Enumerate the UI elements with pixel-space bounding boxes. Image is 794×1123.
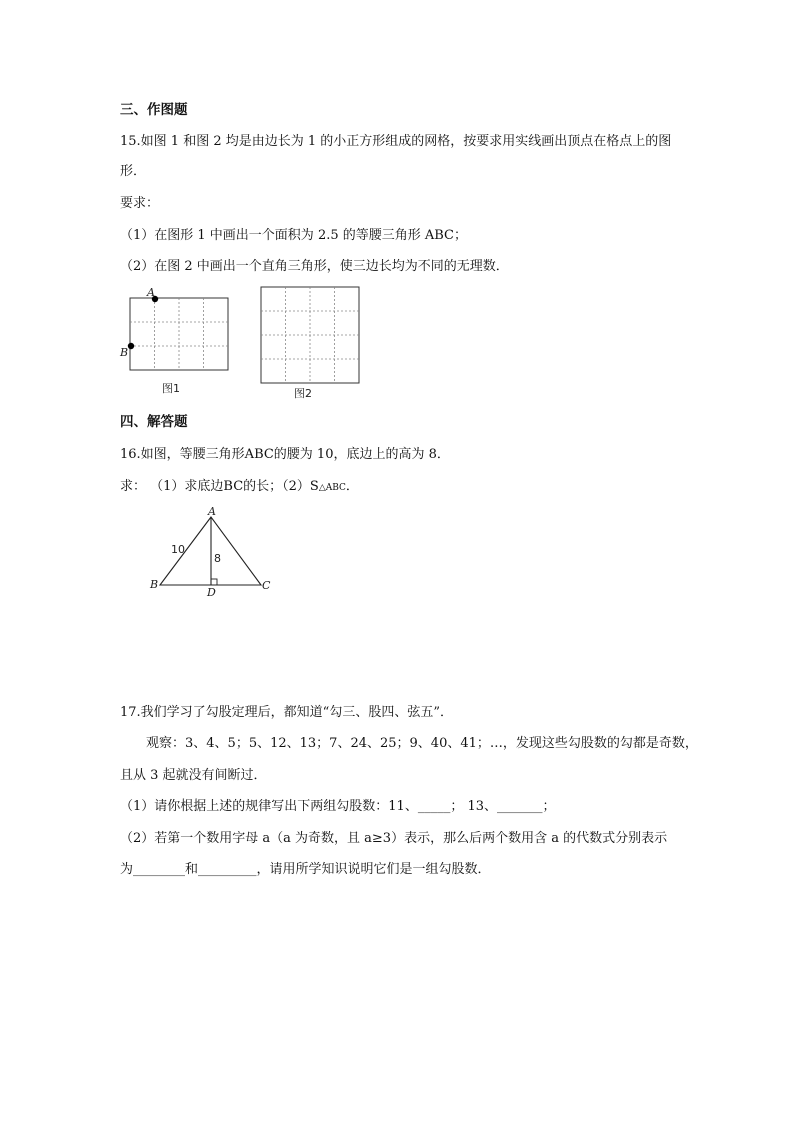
question-15-text-cont: 形． [120, 164, 147, 179]
figure-1-caption: 图1 [162, 382, 180, 395]
triangle-subscript: △ABC [318, 483, 346, 493]
requirement-label: 要求： [120, 196, 160, 211]
figure-2-caption: 图2 [294, 387, 312, 400]
foot-d-label: D [207, 586, 216, 599]
point-b-dot [128, 343, 134, 349]
vertex-b-label: B [150, 578, 159, 591]
point-a-label: A [147, 286, 155, 299]
height-label: 8 [214, 552, 221, 565]
question-17-part-2-cont: 为________和_________，请用所学知识说明它们是一组勾股数． [120, 862, 491, 877]
side-length-label: 10 [171, 543, 185, 556]
question-17-observe-cont: 且从 3 起就没有间断过． [120, 768, 267, 783]
question-16-text: 16.如图，等腰三角形ABC的腰为 10，底边上的高为 8． [120, 447, 450, 462]
question-16-ask-text: 求： （1）求底边BC的长；（2）S [120, 479, 319, 494]
requirement-1: （1）在图形 1 中画出一个面积为 2.5 的等腰三角形 ABC； [120, 228, 468, 243]
point-b-label: B [120, 346, 129, 359]
question-17-part-1: （1）请你根据上述的规律写出下两组勾股数：11、_____； 13、_______； [120, 799, 556, 814]
right-angle-mark [211, 579, 217, 585]
question-15-text: 15.如图 1 和图 2 均是由边长为 1 的小正方形组成的网格，按要求用实线画出顶点在格点上的图 [120, 134, 672, 149]
section-heading-4: 四、解答题 [120, 414, 188, 430]
question-16-ask [120, 478, 359, 497]
question-16-ask-end: ． [345, 479, 359, 494]
question-17-part-2: （2）若第一个数用字母 a（a 为奇数，且 a≥3）表示，那么后两个数用含 a 的代数式分别表示 [120, 831, 668, 846]
question-17-observe: 观察：3、4、5；5、12、13；7、24、25；9、40、41；…，发现这些勾股数的勾都是奇数， [146, 736, 698, 751]
figure-1-grid [118, 288, 238, 400]
figure-2-grid [258, 283, 364, 403]
vertex-c-label: C [262, 579, 271, 592]
section-heading-3: 三、作图题 [120, 102, 188, 118]
triangle-figure [145, 505, 275, 600]
vertex-a-label: A [208, 505, 216, 518]
question-17-text: 17.我们学习了勾股定理后，都知道“勾三、股四、弦五”． [120, 705, 453, 720]
requirement-2: （2）在图 2 中画出一个直角三角形，使三边长均为不同的无理数． [120, 259, 509, 274]
